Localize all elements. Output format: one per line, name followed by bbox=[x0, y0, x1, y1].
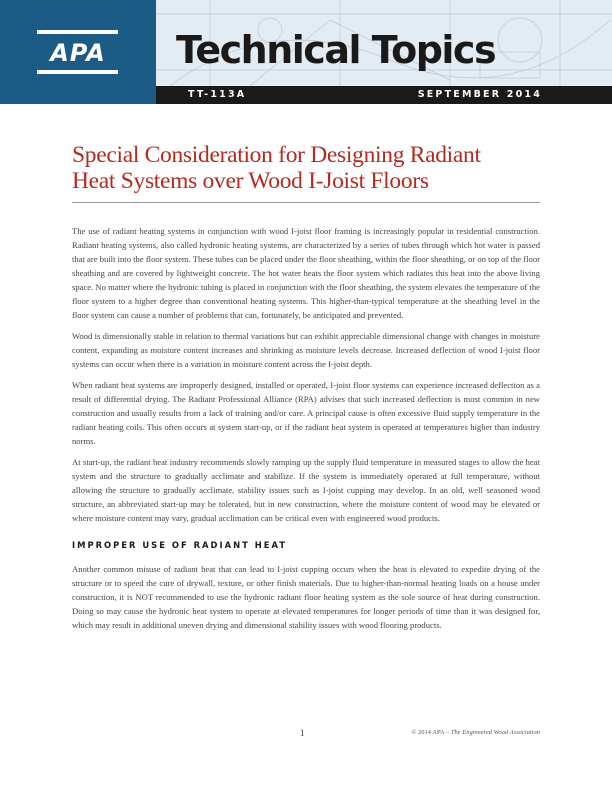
body-paragraph: The use of radiant heating systems in conjunction with wood I-joist floor framing is increasingly popular in residential construction. Radiant heating systems, also called hydronic heating systems, are characterized by a series of tubes through which hot water is passed that are built into the floor system. These tubes can be placed under the floor sheathing, within the floor sheathing, or on top of the floor sheathing and are covered by lightweight concrete. The hot water heats the floor system which radiates this heat into the above living space. No matter where the hydronic tubing is placed in conjunction with the floor sheathing, the system elevates the temperature of the floor system to a higher degree than conventional heating systems. This higher-than-typical temperature at the sheathing level in the floor system can cause a number of problems that can, fortunately, be anticipated and prevented. bbox=[72, 226, 540, 320]
logo-text: APA bbox=[50, 39, 106, 67]
document-code: TT-113A bbox=[188, 89, 247, 100]
article-title-line-2: Heat Systems over Wood I-Joist Floors bbox=[72, 168, 429, 194]
article-title bbox=[72, 142, 542, 194]
header-title: Technical Topics bbox=[176, 28, 496, 72]
header-info-bar bbox=[156, 86, 612, 104]
page-number: 1 bbox=[300, 728, 305, 738]
article-body bbox=[72, 224, 540, 639]
title-divider bbox=[72, 202, 540, 203]
body-paragraph: At start-up, the radiant heat industry recommends slowly ramping up the supply fluid temperature in measured stages to allow the heat system and the structure to gradually acclimate and stabilize. If the system is immediately operated at full temperature, without allowing the structure to gradually acclimate, stability issues such as I-joist cupping may develop. In an old, well seasoned wood structure, an abbreviated start-up may be tolerated, but in new construction, where the moisture content of wood may be elevated or where moisture content may vary, gradual acclimation can be critical even with engineered wood products. bbox=[72, 457, 540, 523]
section-heading: IMPROPER USE OF RADIANT HEAT bbox=[72, 540, 287, 550]
association-name: The Engineered Wood Association bbox=[450, 729, 540, 736]
body-paragraph: Wood is dimensionally stable in relation to thermal variations but can exhibit appreciable dimensional change with changes in moisture content, expanding as moisture content increases and shrinking as moisture levels decrease. Increased deflection of wood I-joist floor systems can occur when there is a variation in moisture content across the I-joist depth. bbox=[72, 331, 540, 369]
body-paragraph: When radiant heat systems are improperly designed, installed or operated, I-joist floor systems can experience increased deflection as a result of differential drying. The Radiant Professional Alliance (RPA) advises that such increased deflection is most common in new construction and usually results from a lack of training and/or care. A principal cause is often excessive fluid supply temperature in the radiant heating coils. This often occurs at system start-up, or if the radiant heat system is operated at temperatures higher than industry norms. bbox=[72, 380, 540, 446]
section-paragraph: Another common misuse of radiant heat that can lead to I-joist cupping occurs when the heat is elevated to expedite drying of the structure or to speed the cure of drywall, texture, or other finish materials. Due to higher-than-normal heating loads on a house under construction, it is NOT recommended to use the hydronic radiant floor heating system as the sole source of heat during construction. Doing so may cause the hydronic heat system to operate at elevated temperatures for longer periods of time than it was designed for, which may result in additional uneven drying and dimensional stability issues with wood flooring products. bbox=[72, 564, 540, 630]
footer-copyright bbox=[411, 729, 540, 736]
apa-logo bbox=[0, 0, 156, 104]
logo-stripe-top bbox=[37, 30, 118, 34]
logo-stripe-bottom bbox=[37, 70, 118, 74]
copyright-text: © 2014 APA – bbox=[411, 729, 450, 736]
publication-date: SEPTEMBER 2014 bbox=[417, 89, 542, 100]
article-title-line-1: Special Consideration for Designing Radiant bbox=[72, 142, 481, 168]
